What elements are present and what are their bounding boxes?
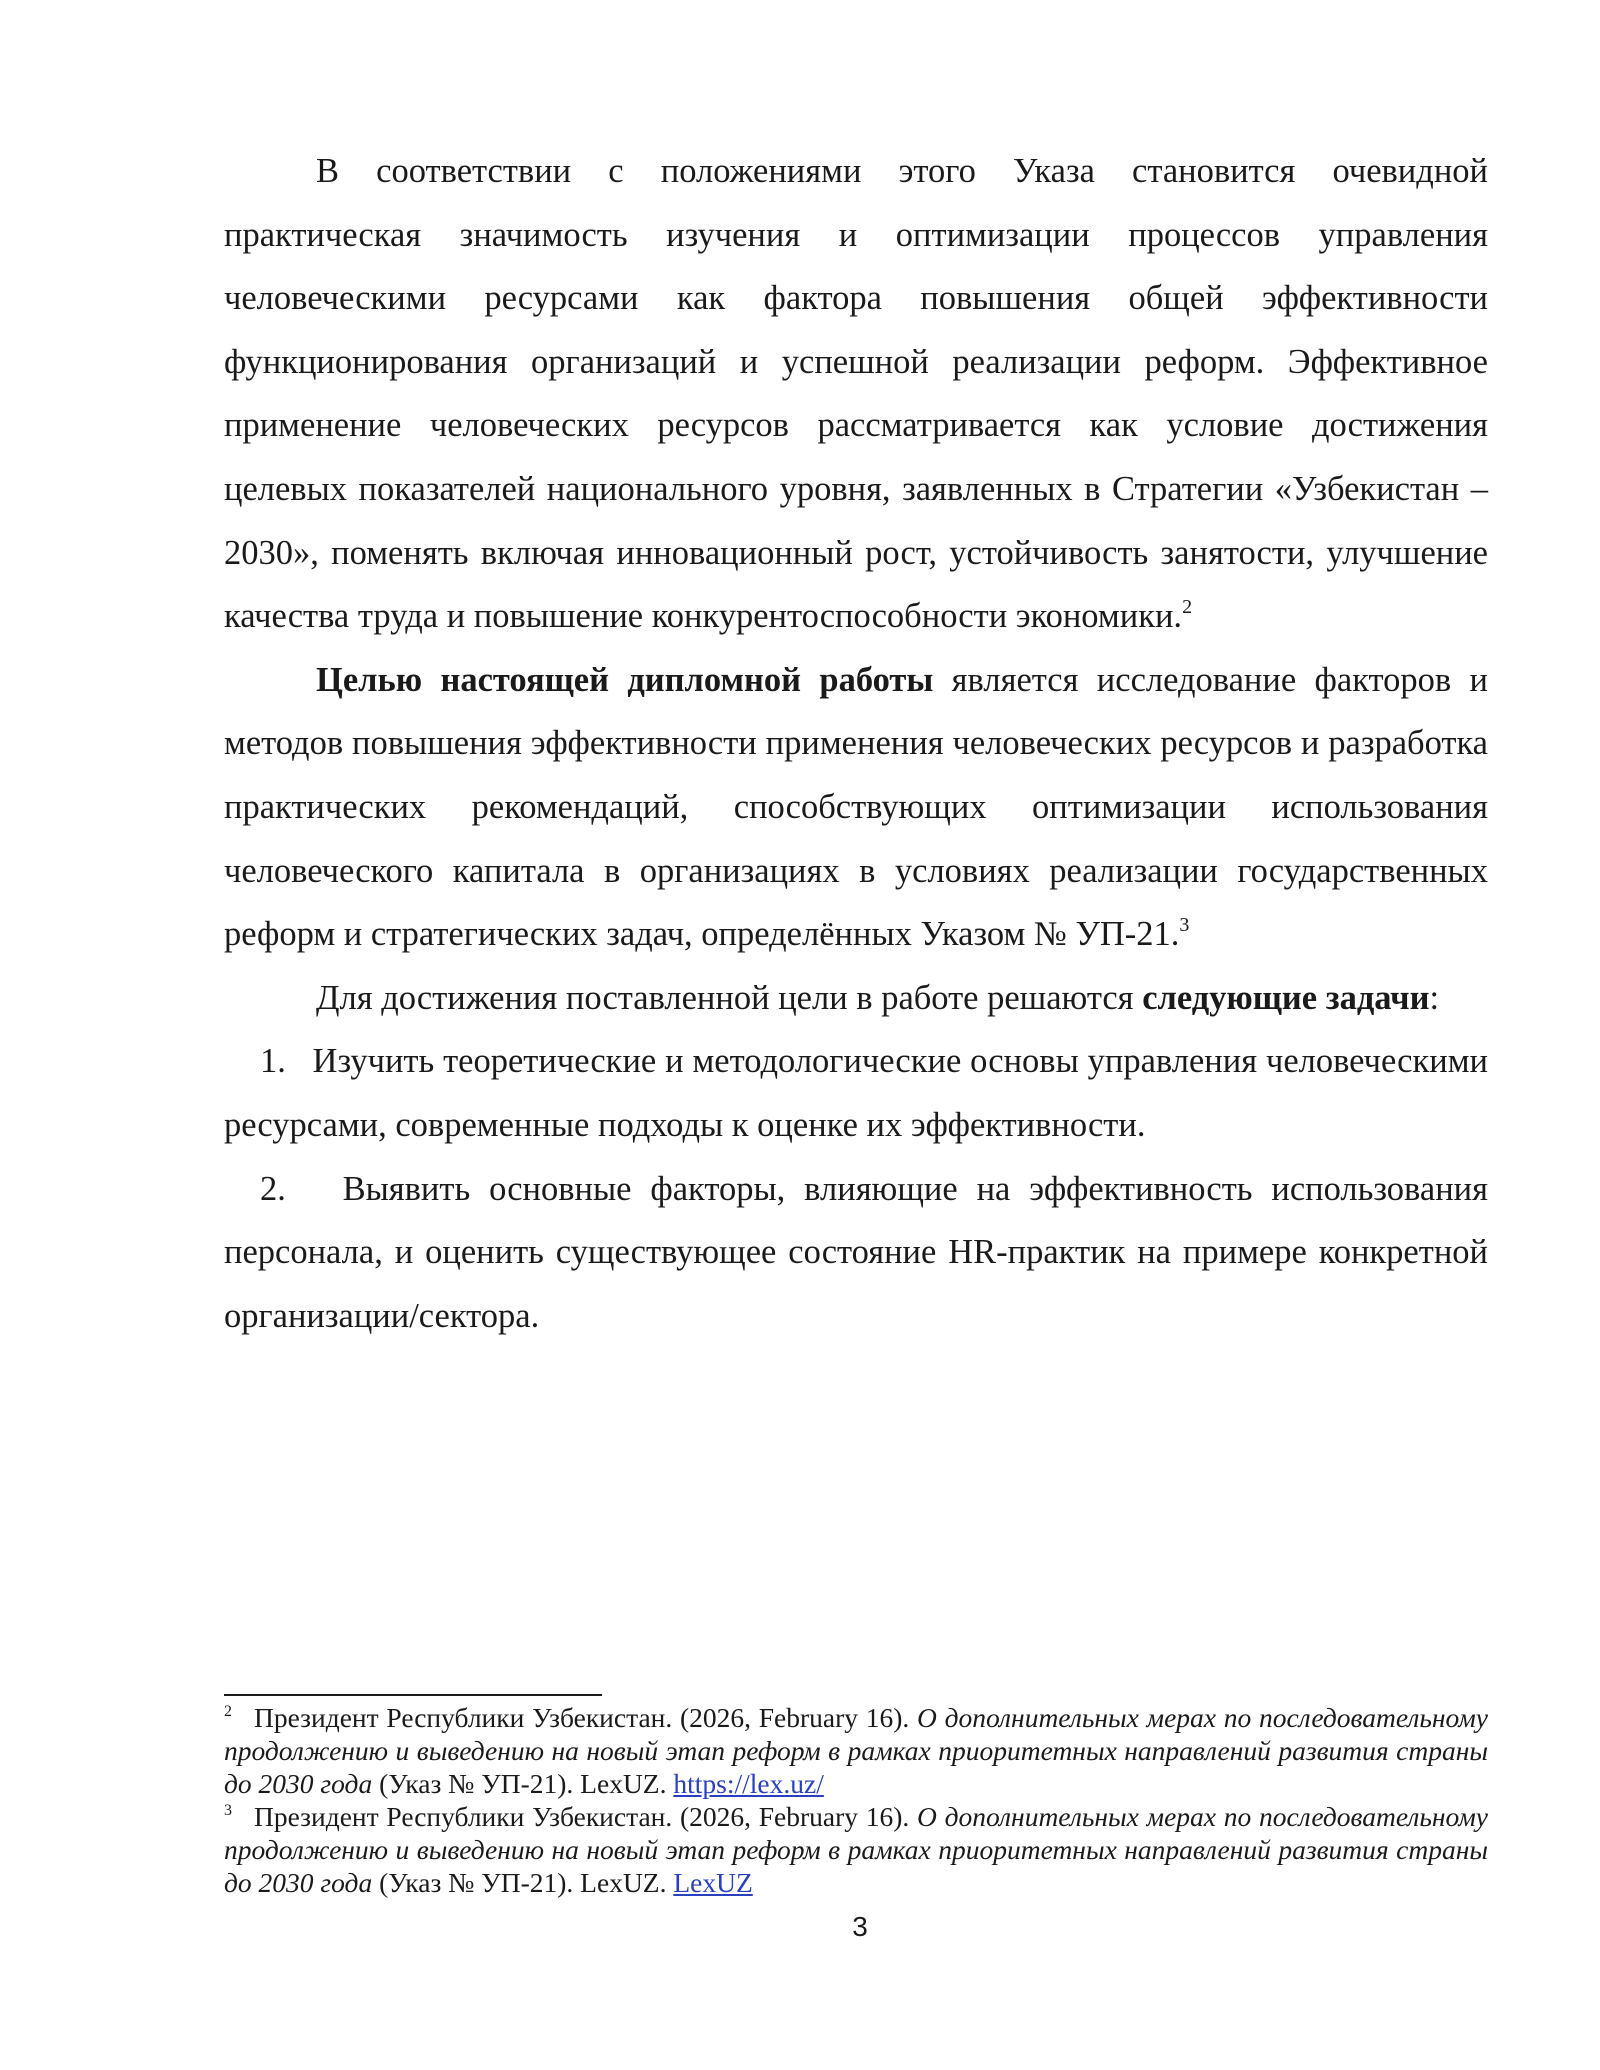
footnote-number: 2 xyxy=(224,1703,232,1720)
footnote-separator xyxy=(224,1694,602,1696)
footnote-suffix: (Указ № УП-21). LexUZ. xyxy=(372,1867,674,1898)
main-text xyxy=(224,140,1488,1348)
paragraph-goal xyxy=(224,649,1488,967)
footnote-title: О дополнительных мерах по последовательному продолжению и выведению на новый этап реформ в рамках приоритетных направлений развития страны до 2030 года xyxy=(224,1702,1488,1799)
list-item xyxy=(224,1158,1488,1349)
paragraph-text: Для достижения поставленной цели в работе решаются xyxy=(316,978,1143,1017)
footnote-author: Президент Республики Узбекистан. (2026, February 16). xyxy=(254,1702,917,1733)
footnote-author: Президент Республики Узбекистан. (2026, February 16). xyxy=(254,1801,917,1832)
paragraph-tasks-intro xyxy=(224,967,1488,1031)
footnote-title: О дополнительных мерах по последовательному продолжению и выведению на новый этап реформ в рамках приоритетных направлений развития страны до 2030 года xyxy=(224,1801,1488,1898)
paragraph-context xyxy=(224,140,1488,649)
footnote-link[interactable]: LexUZ xyxy=(673,1867,753,1898)
tasks-heading: следующие задачи xyxy=(1142,978,1430,1017)
footnote-suffix: (Указ № УП-21). LexUZ. xyxy=(372,1768,674,1799)
footnote-number: 3 xyxy=(224,1802,232,1819)
footnote xyxy=(224,1701,1488,1800)
footnote-ref[interactable]: 2 xyxy=(1182,596,1193,619)
list-item-number: 1. xyxy=(260,1042,286,1081)
footnote-link[interactable]: https://lex.uz/ xyxy=(673,1768,824,1799)
goal-lead: Целью настоящей дипломной работы xyxy=(316,660,934,699)
list-item-number: 2. xyxy=(260,1169,286,1208)
list-item-text: Изучить теоретические и методологические основы управления человеческими ресурсами, современные подходы к оценке их эффективности. xyxy=(224,1042,1488,1144)
paragraph-text: В соответствии с положениями этого Указа становится очевидной практическая значимость изучения и оптимизации процессов управления человеческими ресурсами как фактора повышения общей эффективности функционирования организаций и успешной реализации реформ. Эффективное применение человеческих ресурсов рассматривается как условие достижения целевых показателей национального уровня, заявленных в Стратегии «Узбекистан – 2030», поменять включая инновационный рост, устойчивость занятости, улучшение качества труда и повышение конкурентоспособности экономики. xyxy=(224,152,1488,636)
footnote xyxy=(224,1800,1488,1899)
paragraph-text: является исследование факторов и методов повышения эффективности применения человеческих ресурсов и разработка практических рекомендаций, способствующих оптимизации использования человеческого капитала в организациях в условиях реализации государственных реформ и стратегических задач, определённых Указом № УП-21. xyxy=(224,660,1488,954)
page-number: 3 xyxy=(852,1911,868,1942)
footnote-ref[interactable]: 3 xyxy=(1179,914,1190,937)
footnotes xyxy=(224,1701,1488,1899)
list-item xyxy=(224,1030,1488,1157)
tasks-colon: : xyxy=(1429,978,1440,1017)
list-item-text: Выявить основные факторы, влияющие на эффективность использования персонала, и оценить существующее состояние HR-практик на примере конкретной организации/сектора. xyxy=(224,1169,1488,1335)
